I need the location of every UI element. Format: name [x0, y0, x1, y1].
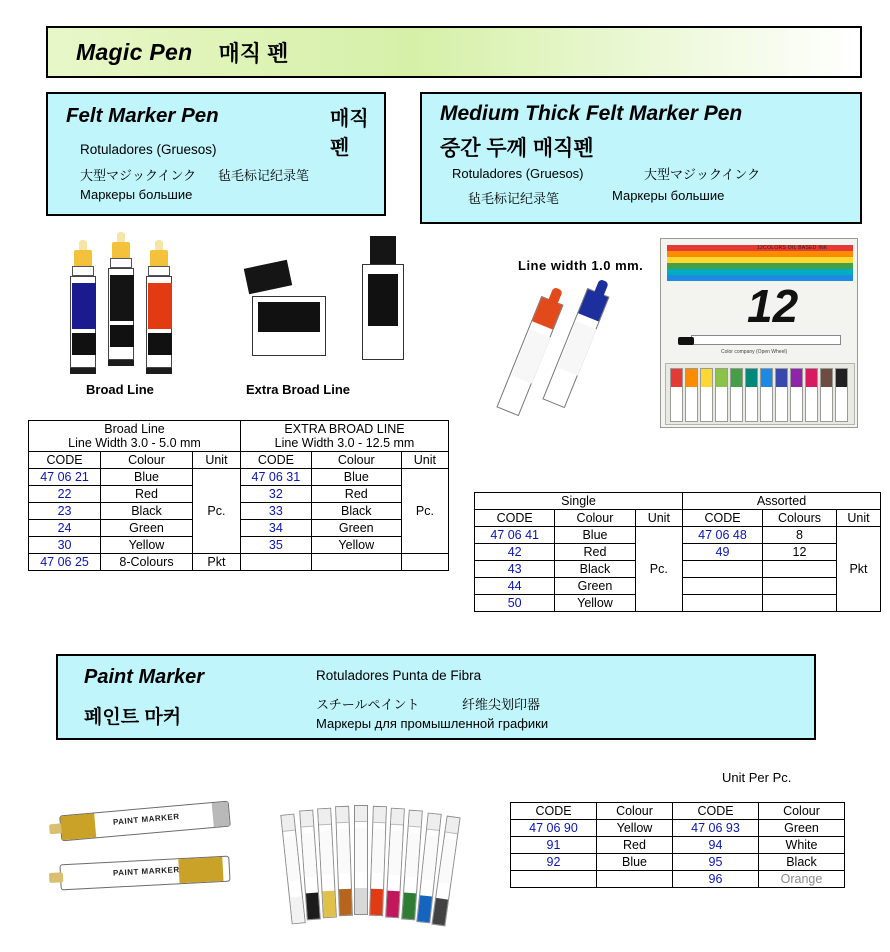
caption-broad-line: Broad Line [86, 382, 154, 397]
cell-colour: Blue [555, 527, 635, 544]
chisel-label [258, 302, 320, 332]
col-code-single: CODE [475, 510, 555, 527]
cell-code: 94 [673, 837, 759, 854]
marker-label [511, 329, 550, 384]
cell-colour: Black [555, 561, 635, 578]
col-code-left: CODE [511, 803, 597, 820]
cell-colour: White [759, 837, 845, 854]
cell-code-assorted: 47 06 48 [683, 527, 763, 544]
felt-marker-chinese: 毡毛标记纪录笔 [218, 168, 310, 183]
felt-marker-header-box [46, 92, 386, 216]
cell-code: 22 [29, 486, 101, 503]
marker-grip [178, 857, 223, 883]
felt-marker-table [28, 420, 449, 571]
cell-colour: Blue [597, 854, 673, 871]
marker-brand-label: PAINT MARKER [112, 865, 180, 878]
tray-pen [775, 368, 788, 422]
chisel-label [368, 274, 398, 326]
cell-code: 91 [511, 837, 597, 854]
cell-code: 47 06 21 [29, 469, 101, 486]
group-title: Broad Line [104, 422, 165, 436]
marker-label [148, 333, 172, 355]
medium-thick-spanish: Rotuladores (Gruesos) [452, 166, 584, 181]
medium-thick-header-box [420, 92, 862, 224]
marker-label [72, 333, 96, 355]
col-colour-single: Colour [555, 510, 635, 527]
felt-marker-russian: Маркеры большие [80, 187, 193, 202]
cell-colour: Black [311, 503, 401, 520]
paint-marker-title-kr: 페인트 마커 [84, 707, 182, 728]
cell-colour: Red [311, 486, 401, 503]
marker-colour-band [148, 283, 172, 329]
cell-code-assorted: 49 [683, 544, 763, 561]
table-row-packet [29, 554, 449, 571]
cell-code: 44 [475, 578, 555, 595]
marker-base [70, 368, 96, 374]
box-pen-tray [665, 363, 855, 425]
tray-pen [715, 368, 728, 422]
cell-empty [241, 554, 312, 571]
paint-marker-fan-image [286, 800, 486, 940]
cell-colour: Red [597, 837, 673, 854]
group-subtitle: Line Width 3.0 - 12.5 mm [274, 436, 415, 450]
group-header-single: Single [475, 493, 683, 510]
felt-marker-spanish: Rotuladores (Gruesos) [80, 142, 217, 157]
cell-code: 35 [241, 537, 312, 554]
felt-marker-title-kr: 매직펜 [330, 108, 369, 159]
cell-colour: Yellow [311, 537, 401, 554]
marker-cap-icon [112, 242, 130, 258]
cell-empty [597, 871, 673, 888]
cell-empty [763, 578, 837, 595]
paint-marker-japanese: スチールペイント [316, 697, 420, 712]
marker-neck [148, 266, 170, 276]
cell-colour: Red [555, 544, 635, 561]
table-row [511, 837, 845, 854]
cell-colour: Blue [311, 469, 401, 486]
col-code-assorted: CODE [683, 510, 763, 527]
paint-marker-pen-top [59, 801, 231, 842]
cell-code: 42 [475, 544, 555, 561]
cell-colour: Black [101, 503, 193, 520]
fan-pen [354, 805, 368, 915]
marker-brand-label: PAINT MARKER [112, 811, 180, 827]
tray-pen [835, 368, 848, 422]
cell-code: 43 [475, 561, 555, 578]
col-colours-assorted: Colours [763, 510, 837, 527]
cell-code: 47 06 31 [241, 469, 312, 486]
cell-colour: Green [311, 520, 401, 537]
table-column-header-row [511, 803, 845, 820]
paint-marker-header-box [56, 654, 816, 740]
cell-code: 34 [241, 520, 312, 537]
cell-colour: Blue [101, 469, 193, 486]
col-code-right: CODE [241, 452, 312, 469]
page-title-banner [46, 26, 862, 78]
cell-empty [683, 561, 763, 578]
medium-thick-chinese: 毡毛标记纪录笔 [468, 191, 560, 206]
tray-pen [790, 368, 803, 422]
table-column-header-row [29, 452, 449, 469]
extra-broad-product-image [246, 236, 416, 366]
tray-pen [760, 368, 773, 422]
tray-pen [820, 368, 833, 422]
fan-pen [335, 806, 353, 916]
cell-unit-left: Pc. [192, 469, 240, 554]
cell-empty [763, 561, 837, 578]
paint-marker-chinese: 纤维尖划印器 [462, 697, 541, 712]
marker-colour-band [110, 275, 134, 321]
tray-pen [745, 368, 758, 422]
group-title: EXTRA BROAD LINE [284, 422, 405, 436]
table-row [475, 527, 881, 544]
group-header-assorted: Assorted [683, 493, 881, 510]
paint-marker-table [510, 802, 845, 888]
felt-marker-japanese: 大型マジックインク [80, 168, 197, 183]
cell-unit-packet: Pkt [192, 554, 240, 571]
tray-pen [805, 368, 818, 422]
marker-label [110, 325, 134, 347]
medium-thick-japanese: 大型マジックインク [644, 167, 761, 182]
marker-grip [60, 813, 96, 840]
cell-code: 24 [29, 520, 101, 537]
line-width-note: Line width 1.0 mm. [518, 258, 644, 273]
group-header-broad-line [29, 421, 241, 452]
cell-empty [683, 595, 763, 612]
cell-colour: Red [101, 486, 193, 503]
table-row [511, 854, 845, 871]
marker-cap-icon [150, 250, 168, 266]
group-subtitle: Line Width 3.0 - 5.0 mm [68, 436, 201, 450]
cell-empty [311, 554, 401, 571]
marker-label [557, 321, 596, 376]
assorted-12-box-image [660, 238, 858, 428]
marker-neck [72, 266, 94, 276]
cell-colours-assorted: 8 [763, 527, 837, 544]
cell-empty [683, 578, 763, 595]
fan-pen [317, 808, 337, 919]
medium-thick-title-kr: 중간 두께 매직펜 [440, 137, 594, 160]
table-group-header-row [475, 493, 881, 510]
tray-pen [685, 368, 698, 422]
medium-thick-title-en: Medium Thick Felt Marker Pen [440, 102, 743, 125]
cell-empty [401, 554, 448, 571]
box-brand-top: 12COLORS OIL BASED INK [757, 245, 828, 251]
marker-base [108, 360, 134, 366]
cell-code: 47 06 93 [673, 820, 759, 837]
caption-extra-broad-line: Extra Broad Line [246, 382, 351, 397]
cell-code: 32 [241, 486, 312, 503]
table-row [29, 469, 449, 486]
col-code-right: CODE [673, 803, 759, 820]
cell-empty [511, 871, 597, 888]
box-pen-illustration [691, 335, 841, 345]
col-unit-single: Unit [635, 510, 682, 527]
cell-colour: Black [759, 854, 845, 871]
cell-colour: Green [759, 820, 845, 837]
tray-pen [700, 368, 713, 422]
group-header-extra-broad-line [241, 421, 449, 452]
paint-marker-spanish: Rotuladores Punta de Fibra [316, 668, 482, 683]
cell-colour: Yellow [555, 595, 635, 612]
box-number-12: 12 [747, 280, 799, 332]
cell-unit-single: Pc. [635, 527, 682, 612]
cell-colour-packet: 8-Colours [101, 554, 193, 571]
tray-pen [670, 368, 683, 422]
cell-code: 92 [511, 854, 597, 871]
cell-code-packet: 47 06 25 [29, 554, 101, 571]
col-unit-left: Unit [192, 452, 240, 469]
chisel-cap-icon [370, 236, 396, 264]
cell-colour: Yellow [101, 537, 193, 554]
table-row [511, 871, 845, 888]
cell-colour: Orange [759, 871, 845, 888]
table-column-header-row [475, 510, 881, 527]
marker-neck [110, 258, 132, 268]
paint-marker-pen-bottom [59, 856, 230, 891]
table-row [511, 820, 845, 837]
marker-body [108, 268, 134, 360]
col-code-left: CODE [29, 452, 101, 469]
cell-empty [763, 595, 837, 612]
cell-code: 47 06 90 [511, 820, 597, 837]
broad-line-product-image [60, 236, 240, 366]
page-title-english: Magic Pen [76, 38, 193, 65]
cell-colour: Green [101, 520, 193, 537]
paint-marker-product-image [50, 798, 270, 908]
cell-code: 47 06 41 [475, 527, 555, 544]
marker-tip-icon [49, 872, 64, 883]
page-title-korean: 매직 펜 [218, 40, 289, 66]
col-colour-right: Colour [759, 803, 845, 820]
paint-marker-title-en: Paint Marker [84, 666, 205, 688]
marker-end-cap [212, 802, 230, 827]
chisel-marker-flat [246, 282, 342, 356]
unit-per-pc-note: Unit Per Pc. [722, 770, 792, 785]
cell-unit-right: Pc. [401, 469, 448, 554]
medium-thick-russian: Маркеры большие [612, 188, 725, 203]
col-unit-right: Unit [401, 452, 448, 469]
marker-body [70, 276, 96, 368]
medium-thick-product-image [510, 286, 650, 416]
medium-thick-table [474, 492, 881, 612]
marker-body [146, 276, 172, 368]
chisel-marker-upright [354, 236, 410, 360]
marker-cap-icon [74, 250, 92, 266]
col-colour-right: Colour [311, 452, 401, 469]
cell-colours-assorted: 12 [763, 544, 837, 561]
cell-code: 33 [241, 503, 312, 520]
cell-unit-assorted: Pkt [837, 527, 881, 612]
col-colour-left: Colour [597, 803, 673, 820]
box-caption: Color company (Open Wheel) [721, 349, 788, 355]
tray-pen [730, 368, 743, 422]
chisel-cap-icon [244, 260, 292, 295]
paint-marker-russian: Маркеры для промышленной графики [316, 716, 549, 731]
cell-code: 50 [475, 595, 555, 612]
marker-base [146, 368, 172, 374]
cell-code: 95 [673, 854, 759, 871]
cell-colour: Yellow [597, 820, 673, 837]
fan-pen [369, 806, 387, 916]
col-unit-assorted: Unit [837, 510, 881, 527]
table-group-header-row [29, 421, 449, 452]
col-colour-left: Colour [101, 452, 193, 469]
marker-colour-band [72, 283, 96, 329]
cell-code: 96 [673, 871, 759, 888]
cell-code: 23 [29, 503, 101, 520]
cell-colour: Green [555, 578, 635, 595]
cell-code: 30 [29, 537, 101, 554]
felt-marker-title-en: Felt Marker Pen [66, 104, 219, 127]
